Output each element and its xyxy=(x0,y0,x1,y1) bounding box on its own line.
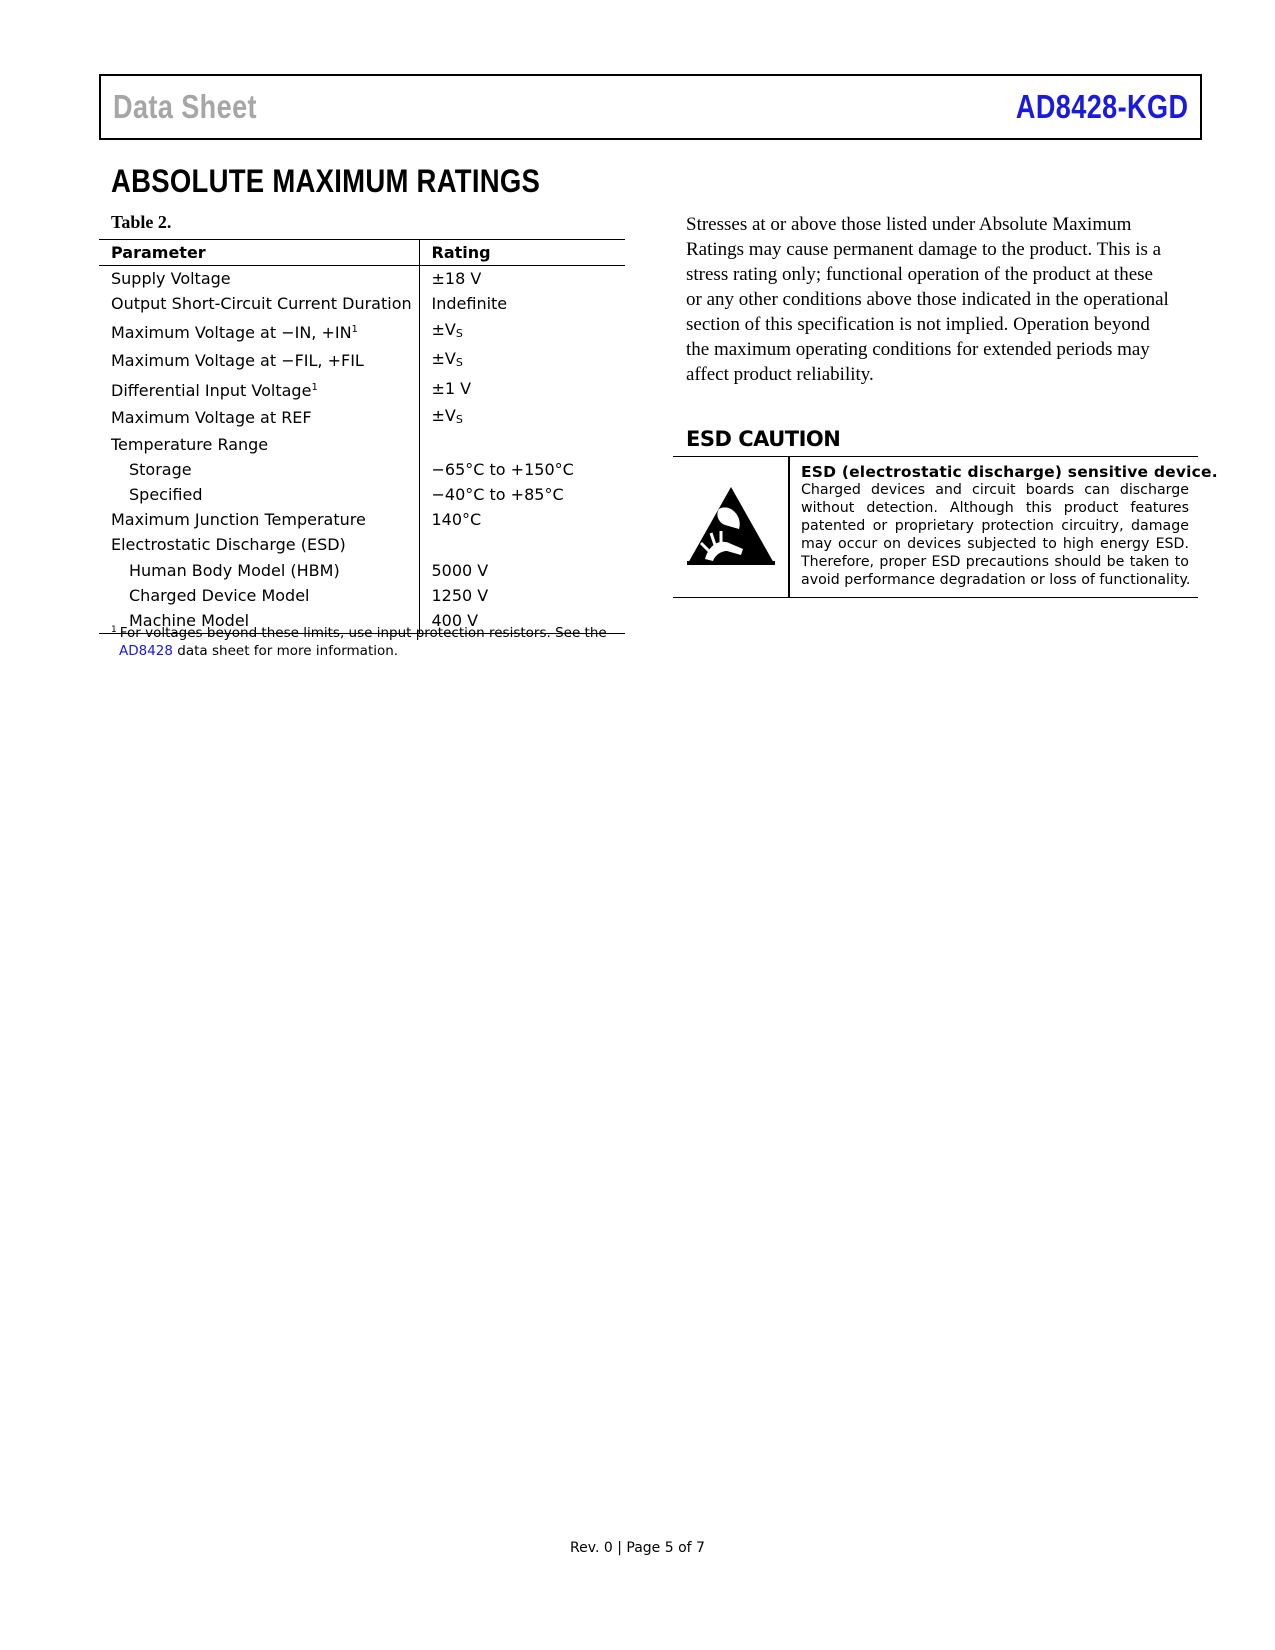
parameter-cell: Supply Voltage xyxy=(99,266,419,292)
rating-cell xyxy=(419,532,625,557)
ad8428-datasheet-link[interactable]: AD8428 xyxy=(119,643,173,659)
disclaimer-line: stress rating only; functional operation of the product at these xyxy=(686,264,1153,285)
subscript: S xyxy=(455,355,463,369)
footnote-line1: For voltages beyond these limits, use input protection resistors. See the xyxy=(119,625,607,641)
parameter-cell: Maximum Voltage at −IN, $+IN^1$ xyxy=(99,317,419,346)
footnote-ref: 1 xyxy=(311,381,318,393)
parameter-cell: Temperature Range xyxy=(99,432,419,457)
table-row xyxy=(99,266,625,292)
rating-cell: 5000 V xyxy=(431,560,489,580)
disclaimer-line: the maximum operating conditions for extended periods may xyxy=(686,339,1150,360)
table-row xyxy=(99,532,625,557)
table-row xyxy=(99,457,625,482)
table-row xyxy=(99,507,625,532)
esd-sensitive-icon xyxy=(685,485,777,567)
esd-caution-box xyxy=(673,456,1218,598)
rating-cell: 140°C xyxy=(431,510,482,530)
disclaimer-line: affect product reliability. xyxy=(686,364,874,385)
table-row xyxy=(99,317,625,346)
table-row xyxy=(99,558,625,583)
ratings-disclaimer xyxy=(686,212,1196,387)
table-row xyxy=(99,403,625,432)
table-caption: Table 2. xyxy=(111,212,172,232)
table-row xyxy=(99,482,625,507)
esd-line: ESD (electrostatic discharge) sensitive device. xyxy=(801,463,1218,481)
parameter-cell: Maximum Voltage at REF xyxy=(99,403,419,432)
rating-cell: ±VS xyxy=(431,405,463,426)
esd-line: Therefore, proper ESD precautions should be taken to xyxy=(801,554,1189,570)
header-doc-type: Data Sheet xyxy=(113,88,257,125)
parameter-cell: Human Body Model (HBM) xyxy=(99,558,419,583)
column-header-rating: Rating xyxy=(431,243,491,263)
esd-line: without detection. Although this product features xyxy=(801,500,1189,516)
esd-line: avoid performance degradation or loss of functionality. xyxy=(801,572,1191,588)
parameter-cell: Charged Device Model xyxy=(99,583,419,608)
rating-cell: 1250 V xyxy=(431,585,489,605)
subscript: S xyxy=(455,326,463,340)
parameter-cell: Electrostatic Discharge (ESD) xyxy=(99,532,419,557)
footnote-line2: data sheet for more information. xyxy=(173,643,399,659)
esd-caution-text xyxy=(801,463,1218,589)
parameter-cell: Machine Model xyxy=(99,608,419,634)
rating-cell: ±VS xyxy=(431,348,463,369)
disclaimer-line: Ratings may cause permanent damage to the product. This is a xyxy=(686,239,1162,260)
column-header-parameter: Parameter xyxy=(99,240,419,266)
rating-cell: −65°C to +150°C xyxy=(431,459,574,479)
parameter-cell: Specified xyxy=(99,482,419,507)
parameter-cell: Output Short-Circuit Current Duration xyxy=(99,291,419,316)
rating-cell: Indefinite xyxy=(431,294,508,314)
parameter-cell: Maximum Junction Temperature xyxy=(99,507,419,532)
rating-cell xyxy=(419,432,625,457)
header-part-number: AD8428-KGD xyxy=(1015,88,1188,125)
table-row xyxy=(99,346,625,375)
rating-cell: −40°C to +85°C xyxy=(431,485,564,505)
esd-line: Charged devices and circuit boards can discharge xyxy=(801,482,1189,498)
disclaimer-line: or any other conditions above those indicated in the operational xyxy=(686,289,1169,310)
esd-divider xyxy=(788,457,790,597)
page-footer: Rev. 0 | Page 5 of 7 xyxy=(570,1540,705,1556)
parameter-cell: Maximum Voltage at −FIL, +FIL xyxy=(99,346,419,375)
rating-cell: ±1 V xyxy=(431,379,472,399)
page-header xyxy=(99,74,1202,140)
disclaimer-line: Stresses at or above those listed under Absolute Maximum xyxy=(686,214,1132,235)
esd-line: may occur on devices subjected to high energy ESD. xyxy=(801,536,1189,552)
table-row xyxy=(99,432,625,457)
parameter-cell: Storage xyxy=(99,457,419,482)
table-header-row xyxy=(99,240,625,266)
esd-line: patented or proprietary protection circuitry, damage xyxy=(801,518,1189,534)
rating-cell: ±18 V xyxy=(431,269,482,289)
table-row xyxy=(99,583,625,608)
disclaimer-line: section of this specification is not implied. Operation beyond xyxy=(686,314,1150,335)
section-title: ABSOLUTE MAXIMUM RATINGS xyxy=(111,163,541,199)
footnote-mark: 1 xyxy=(111,625,117,635)
table-footnote xyxy=(111,621,631,660)
table-row xyxy=(99,375,625,403)
table-row xyxy=(99,291,625,316)
rating-cell: ±VS xyxy=(431,319,463,340)
footnote-ref: 1 xyxy=(351,324,358,336)
parameter-cell: Differential Input Voltage$^1$ xyxy=(99,375,419,403)
esd-caution-title: ESD CAUTION xyxy=(686,427,841,451)
subscript: S xyxy=(455,412,463,426)
rating-cell: 400 V xyxy=(431,610,479,630)
ratings-table xyxy=(99,239,625,634)
